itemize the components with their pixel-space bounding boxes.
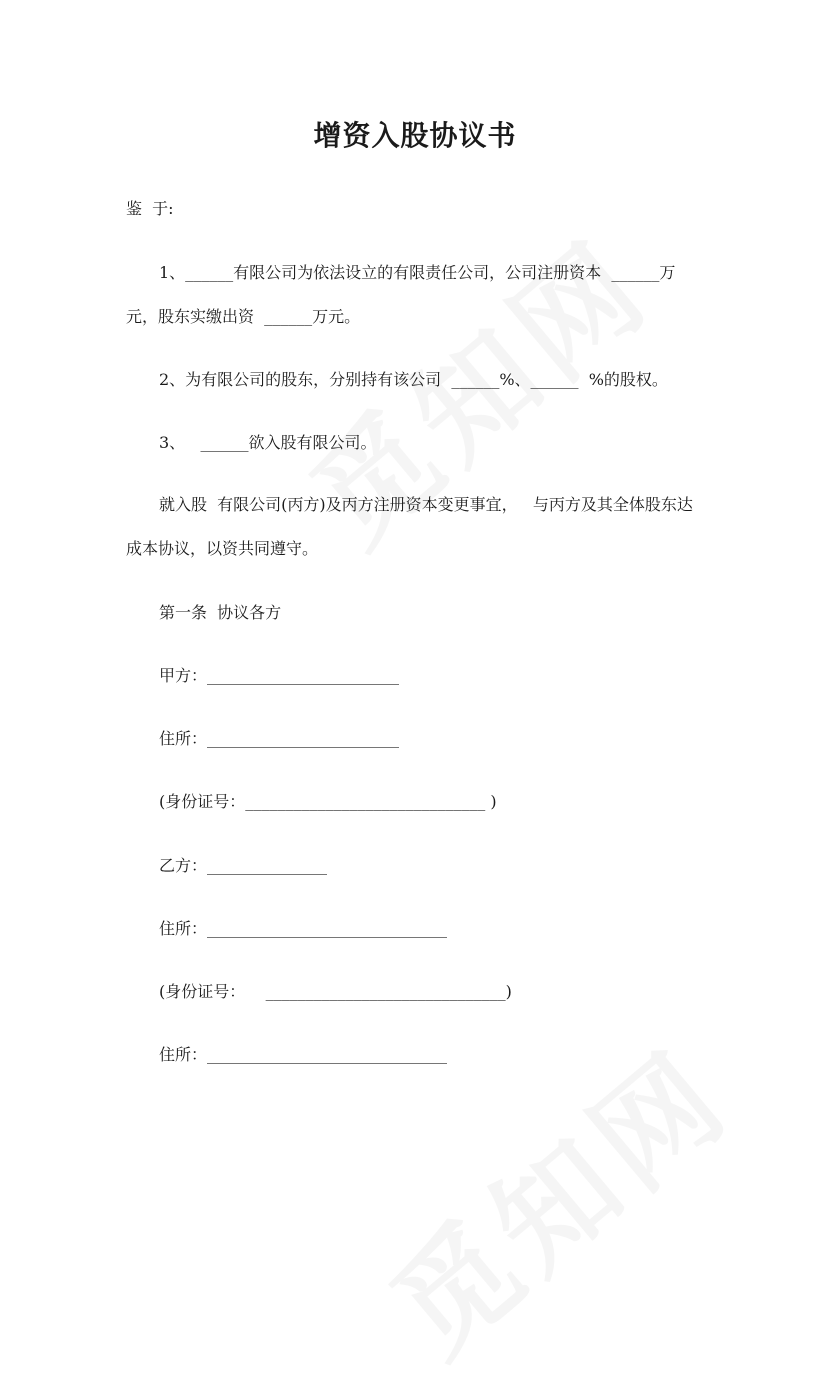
address-field: 住所：______________________________ bbox=[159, 1045, 448, 1064]
party-a-address-field: 住所：________________________ bbox=[159, 729, 400, 748]
clause-1-line-2: 元，股东实缴出资 ______万元。 bbox=[126, 307, 361, 326]
clause-1-line-1: 1、______有限公司为依法设立的有限责任公司，公司注册资本 ______万 bbox=[159, 263, 676, 282]
party-b-field: 乙方：_______________ bbox=[159, 856, 328, 875]
party-b-id-field: (身份证号： ______________________________) bbox=[159, 982, 512, 1001]
purpose-line-2: 成本协议，以资共同遵守。 bbox=[126, 539, 319, 558]
page-title: 增资入股协议书 bbox=[313, 119, 517, 152]
clause-2: 2、为有限公司的股东，分别持有该公司 ______%、______ %的股权。 bbox=[159, 370, 668, 389]
article-1-heading: 第一条 协议各方 bbox=[159, 603, 282, 622]
clause-3: 3、 ______欲入股有限公司。 bbox=[159, 433, 377, 452]
preamble-label: 鉴 于: bbox=[126, 199, 174, 218]
party-a-field: 甲方：________________________ bbox=[159, 666, 400, 685]
purpose-line-1: 就入股 有限公司(丙方)及丙方注册资本变更事宜， 与丙方及其全体股东达 bbox=[159, 495, 693, 514]
party-b-address-field: 住所：______________________________ bbox=[159, 919, 448, 938]
party-a-id-field: (身份证号：______________________________ ) bbox=[159, 792, 497, 811]
